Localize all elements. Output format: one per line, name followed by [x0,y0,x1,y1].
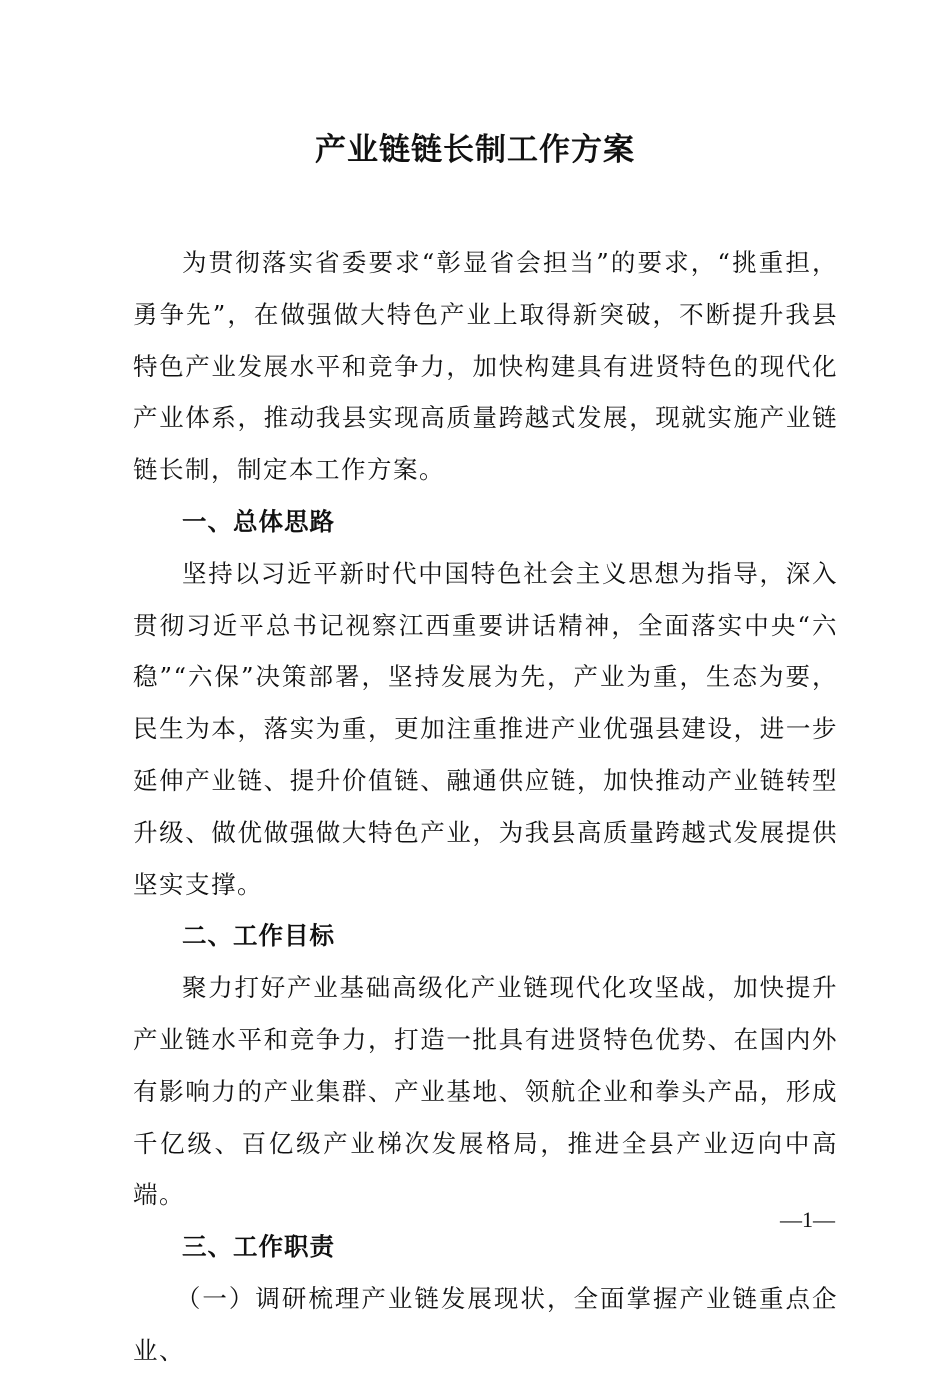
section-heading-work-goals: 二、工作目标 [182,921,335,951]
section-paragraph-work-duties: （一）调研梳理产业链发展现状，全面掌握产业链重点企业、 [133,1283,838,1365]
section-heading-overall-approach: 一、总体思路 [182,506,335,536]
document-title: 产业链链长制工作方案 [315,132,635,168]
document-body [133,237,838,1377]
page-number: —1— [780,1207,835,1232]
intro-paragraph: 为贯彻落实省委要求“彰显省会担当”的要求，“挑重担，勇争先”，在做强做大特色产业上取得新突破，不断提升我县特色产业发展水平和竞争力，加快构建具有进贤特色的现代化产业体系，推动我县实现高质量跨越式发展，现就实施产业链链长制，制定本工作方案。 [133,248,838,485]
section-heading-work-duties: 三、工作职责 [182,1232,335,1262]
section-paragraph-overall-approach: 坚持以习近平新时代中国特色社会主义思想为指导，深入贯彻习近平总书记视察江西重要讲话精神，全面落实中央“六稳”“六保”决策部署，坚持发展为先，产业为重，生态为要，民生为本，落实为重，更加注重推进产业优强县建设，进一步延伸产业链、提升价值链、融通供应链，加快推动产业链转型升级、做优做强做大特色产业，为我县高质量跨越式发展提供坚实支撑。 [133,558,838,899]
section-paragraph-work-goals: 聚力打好产业基础高级化产业链现代化攻坚战，加快提升产业链水平和竞争力，打造一批具有进贤特色优势、在国内外有影响力的产业集群、产业基地、领航企业和拳头产品，形成千亿级、百亿级产业梯次发展格局，推进全县产业迈向中高端。 [133,973,838,1210]
